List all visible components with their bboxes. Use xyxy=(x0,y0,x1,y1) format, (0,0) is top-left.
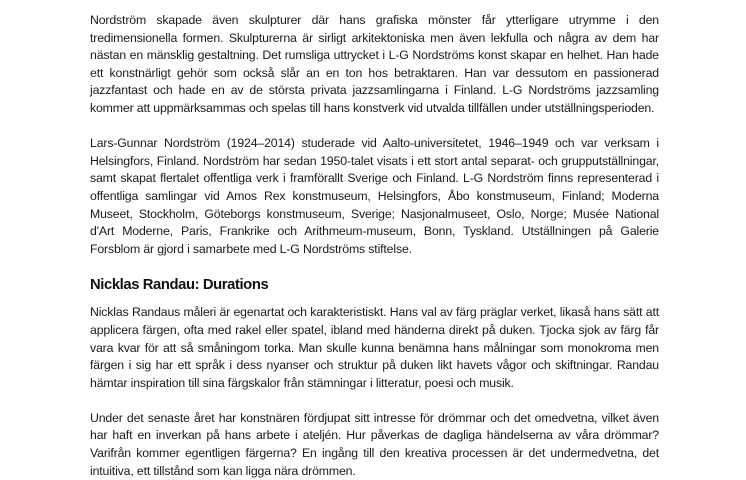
section-heading: Nicklas Randau: Durations xyxy=(90,277,269,294)
paragraph-nordstrom-sculptures: Nordström skapade även skulpturer där hans grafiska mönster får ytterligare utrymme i den tredimensionella formen. Skulpturerna är sirligt arkitektoniska men även lekfulla och några av dem har nästan en mänsklig gestaltning. Det rumsliga uttrycket i L-G Nordströms konst skapar en helhet. Han hade ett konstnärligt gehör som också slår an en ton hos betraktaren. Han var dessutom en passionerad jazzfantast och hade en av de största privata jazzsamlingarna i Finland. L-G Nordströms jazzsamling kommer att uppmärksammas och spelas till hans konstverk vid utvalda tillfällen under utställningsperioden. xyxy=(90,13,659,115)
document-body xyxy=(90,12,659,480)
paragraph-randau-dreams: Under det senaste året har konstnären fördjupat sitt intresse för drömmar och det omedvetna, vilket även har haft en inverkan på hans arbete i ateljén. Hur påverkas de dagliga händelserna av våra drömmar? Varifrån kommer egentligen färgerna? En ingång till den kreativa processen är det undermedvetna, det intuitiva, ett tillstånd som kan ligga nära drömmen. xyxy=(90,410,659,478)
paragraph-randau-painting: Nicklas Randaus måleri är egenartat och karakteristiskt. Hans val av färg präglar verket, likaså hans sätt att applicera färgen, ofta med rakel eller spatel, ibland med händerna direkt på duken. Tjocka sjok av färg får vara kvar för att så småningom torka. Man skulle kunna benämna hans målningar som monokroma men färgen i sig har ett språk i dess nyanser och struktur på duken likt havets vågor och skiftningar. Randau hämtar inspiration till sina färgskalor från stämningar i litteratur, poesi och musik. xyxy=(90,305,659,390)
paragraph-nordstrom-biography: Lars-Gunnar Nordström (1924–2014) studerade vid Aalto-universitetet, 1946–1949 och var verksam i Helsingfors, Finland. Nordström har sedan 1950-talet visats i ett stort antal separat- och grupputställningar, samt skapat flertalet offentliga verk i framförallt Sverige och Finland. L-G Nordström finns representerad i offentliga samlingar vid Amos Rex konstmuseum, Helsingfors, Åbo konstmuseum, Finland; Moderna Museet, Stockholm, Göteborgs konstmuseum, Sverige; Nasjonalmuseet, Oslo, Norge; Musée National d'Art Moderne, Paris, Frankrike och Arithmeum-museum, Bonn, Tyskland. Utställningen på Galerie Forsblom är gjord i samarbete med L-G Nordströms stiftelse. xyxy=(90,136,659,256)
